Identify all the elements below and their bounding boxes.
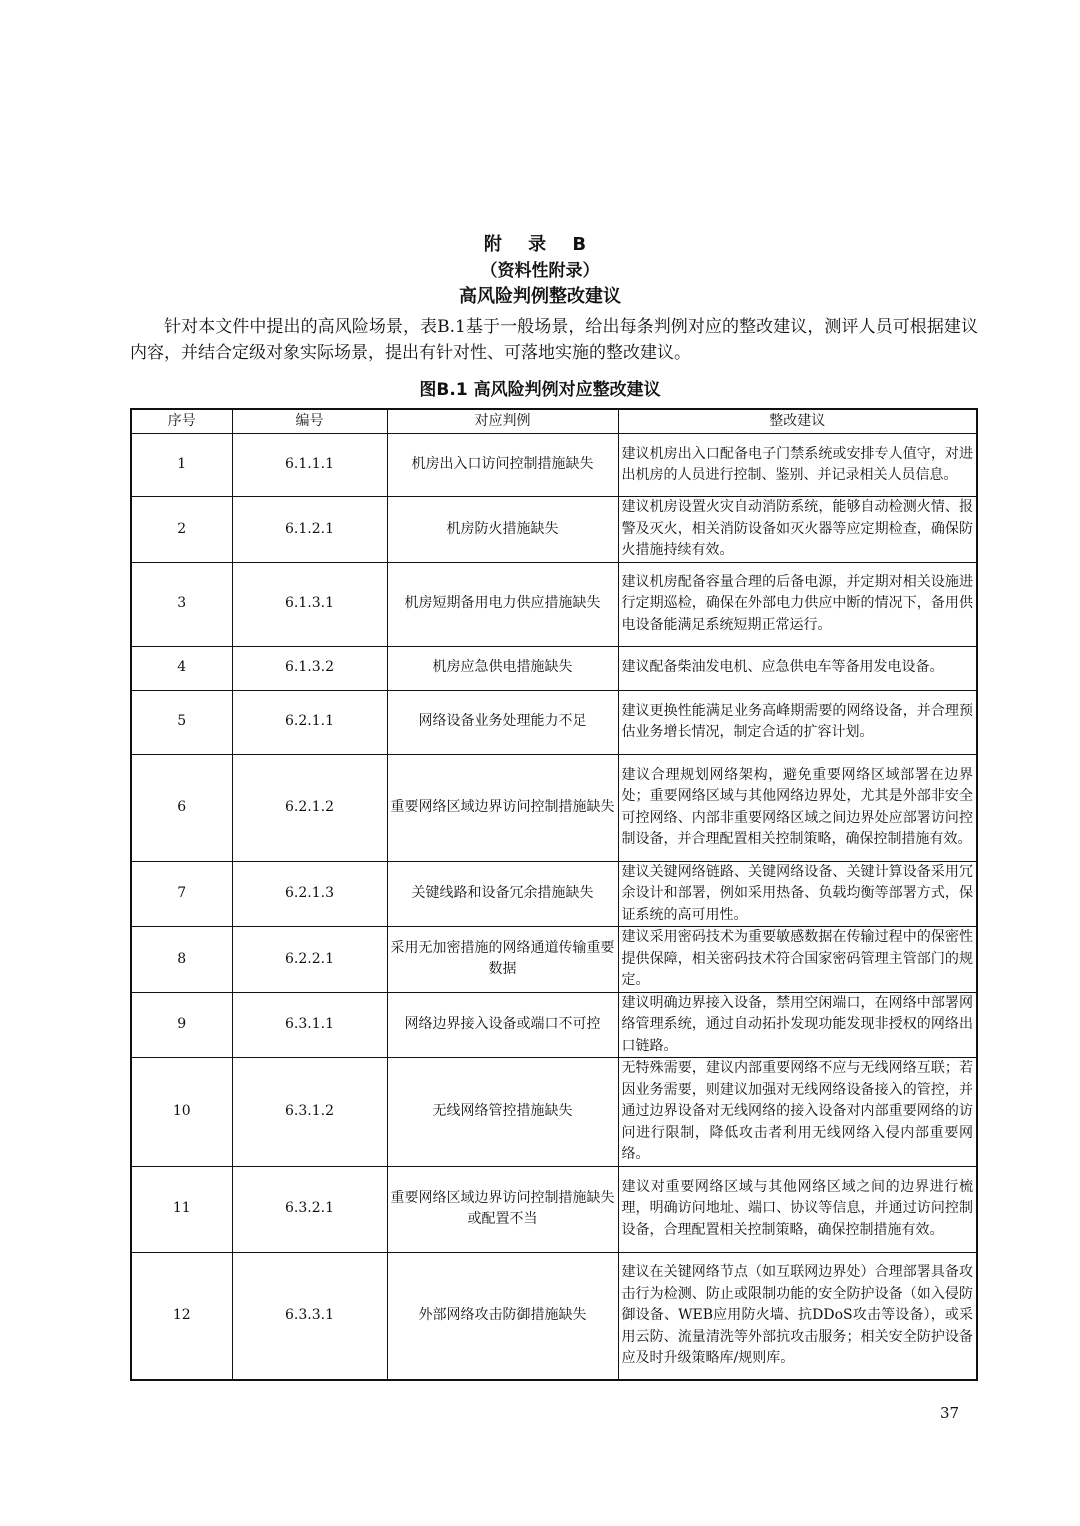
row-case: 外部网络攻击防御措施缺失: [387, 1252, 618, 1380]
row-code: 6.3.2.1: [232, 1166, 387, 1252]
row-number: 10: [131, 1058, 232, 1167]
row-advice: 建议合理规划网络架构，避免重要网络区域部署在边界处；重要网络区域与其他网络边界处，尤其是外部非安全可控网络、内部非重要网络区域之间边界处应部署访问控制设备，并合理配置相关控制策略，确保控制措施有效。: [618, 754, 977, 861]
intro-paragraph: 针对本文件中提出的高风险场景，表B.1基于一般场景，给出每条判例对应的整改建议，测评人员可根据建议内容，并结合定级对象实际场景，提出有针对性、可落地实施的整改建议。: [130, 317, 978, 363]
row-number: 4: [131, 646, 232, 690]
row-advice: 建议更换性能满足业务高峰期需要的网络设备，并合理预估业务增长情况，制定合适的扩容计划。: [618, 690, 977, 754]
row-advice: 建议机房设置火灾自动消防系统，能够自动检测火情、报警及灭火，相关消防设备如灭火器等应定期检查，确保防火措施持续有效。: [618, 497, 977, 563]
page-number: 37: [940, 1404, 960, 1422]
row-case: 机房短期备用电力供应措施缺失: [387, 562, 618, 646]
row-case: 采用无加密措施的网络通道传输重要数据: [387, 927, 618, 993]
row-code: 6.1.1.1: [232, 434, 387, 497]
row-case: 重要网络区域边界访问控制措施缺失: [387, 754, 618, 861]
appendix-label: 附 录 B: [483, 234, 597, 255]
row-number: 8: [131, 927, 232, 993]
row-advice: 建议对重要网络区域与其他网络区域之间的边界进行梳理，明确访问地址、端口、协议等信息，并通过访问控制设备，合理配置相关控制策略，确保控制措施有效。: [618, 1166, 977, 1252]
row-case: 重要网络区域边界访问控制措施缺失或配置不当: [387, 1166, 618, 1252]
table-row: [131, 861, 977, 927]
table-row: [131, 562, 977, 646]
header-code: 编号: [232, 409, 387, 434]
table-row: [131, 927, 977, 993]
row-case: 关键线路和设备冗余措施缺失: [387, 861, 618, 927]
row-number: 5: [131, 690, 232, 754]
table-caption: 图B.1 高风险判例对应整改建议: [419, 380, 661, 400]
row-advice: 无特殊需要，建议内部重要网络不应与无线网络互联；若因业务需要，则建议加强对无线网络设备接入的管控，并通过边界设备对无线网络的接入设备对内部重要网络的访问进行限制，降低攻击者利用无线网络入侵内部重要网络。: [618, 1058, 977, 1167]
row-case: 机房出入口访问控制措施缺失: [387, 434, 618, 497]
row-advice: 建议机房配备容量合理的后备电源，并定期对相关设施进行定期巡检，确保在外部电力供应中断的情况下，备用供电设备能满足系统短期正常运行。: [618, 562, 977, 646]
table-header-row: [131, 409, 977, 434]
appendix-title: 高风险判例整改建议: [459, 286, 621, 307]
row-number: 6: [131, 754, 232, 861]
row-case: 网络边界接入设备或端口不可控: [387, 992, 618, 1058]
row-code: 6.2.2.1: [232, 927, 387, 993]
row-code: 6.1.3.1: [232, 562, 387, 646]
table-row: [131, 497, 977, 563]
row-advice: 建议明确边界接入设备，禁用空闲端口，在网络中部署网络管理系统，通过自动拓扑发现功能发现非授权的网络出口链路。: [618, 992, 977, 1058]
row-code: 6.2.1.2: [232, 754, 387, 861]
table-row: [131, 646, 977, 690]
row-number: 7: [131, 861, 232, 927]
row-number: 9: [131, 992, 232, 1058]
row-advice: 建议机房出入口配备电子门禁系统或安排专人值守，对进出机房的人员进行控制、鉴别、并记录相关人员信息。: [618, 434, 977, 497]
table-row: [131, 754, 977, 861]
row-case: 无线网络管控措施缺失: [387, 1058, 618, 1167]
table-row: [131, 1252, 977, 1380]
table-row: [131, 1058, 977, 1167]
row-advice: 建议关键网络链路、关键网络设备、关键计算设备采用冗余设计和部署，例如采用热备、负载均衡等部署方式，保证系统的高可用性。: [618, 861, 977, 927]
row-advice: 建议采用密码技术为重要敏感数据在传输过程中的保密性提供保障，相关密码技术符合国家密码管理主管部门的规定。: [618, 927, 977, 993]
remediation-table: [130, 408, 978, 1381]
table-row: [131, 690, 977, 754]
table-row: [131, 434, 977, 497]
header-case: 对应判例: [387, 409, 618, 434]
row-code: 6.2.1.3: [232, 861, 387, 927]
row-number: 1: [131, 434, 232, 497]
row-number: 3: [131, 562, 232, 646]
table-row: [131, 1166, 977, 1252]
table-row: [131, 992, 977, 1058]
header-advice: 整改建议: [618, 409, 977, 434]
row-case: 机房应急供电措施缺失: [387, 646, 618, 690]
row-code: 6.3.3.1: [232, 1252, 387, 1380]
row-advice: 建议在关键网络节点（如互联网边界处）合理部署具备攻击行为检测、防止或限制功能的安全防护设备（如入侵防御设备、WEB应用防火墙、抗DDoS攻击等设备），或采用云防、流量清洗等外部抗攻击服务；相关安全防护设备应及时升级策略库/规则库。: [618, 1252, 977, 1380]
row-code: 6.2.1.1: [232, 690, 387, 754]
row-number: 2: [131, 497, 232, 563]
appendix-type: （资料性附录）: [480, 261, 600, 281]
row-code: 6.1.2.1: [232, 497, 387, 563]
row-number: 12: [131, 1252, 232, 1380]
row-code: 6.3.1.1: [232, 992, 387, 1058]
row-number: 11: [131, 1166, 232, 1252]
header-no: 序号: [131, 409, 232, 434]
row-advice: 建议配备柴油发电机、应急供电车等备用发电设备。: [618, 646, 977, 690]
row-code: 6.3.1.2: [232, 1058, 387, 1167]
row-case: 网络设备业务处理能力不足: [387, 690, 618, 754]
row-case: 机房防火措施缺失: [387, 497, 618, 563]
table-body: [131, 434, 977, 1381]
row-code: 6.1.3.2: [232, 646, 387, 690]
